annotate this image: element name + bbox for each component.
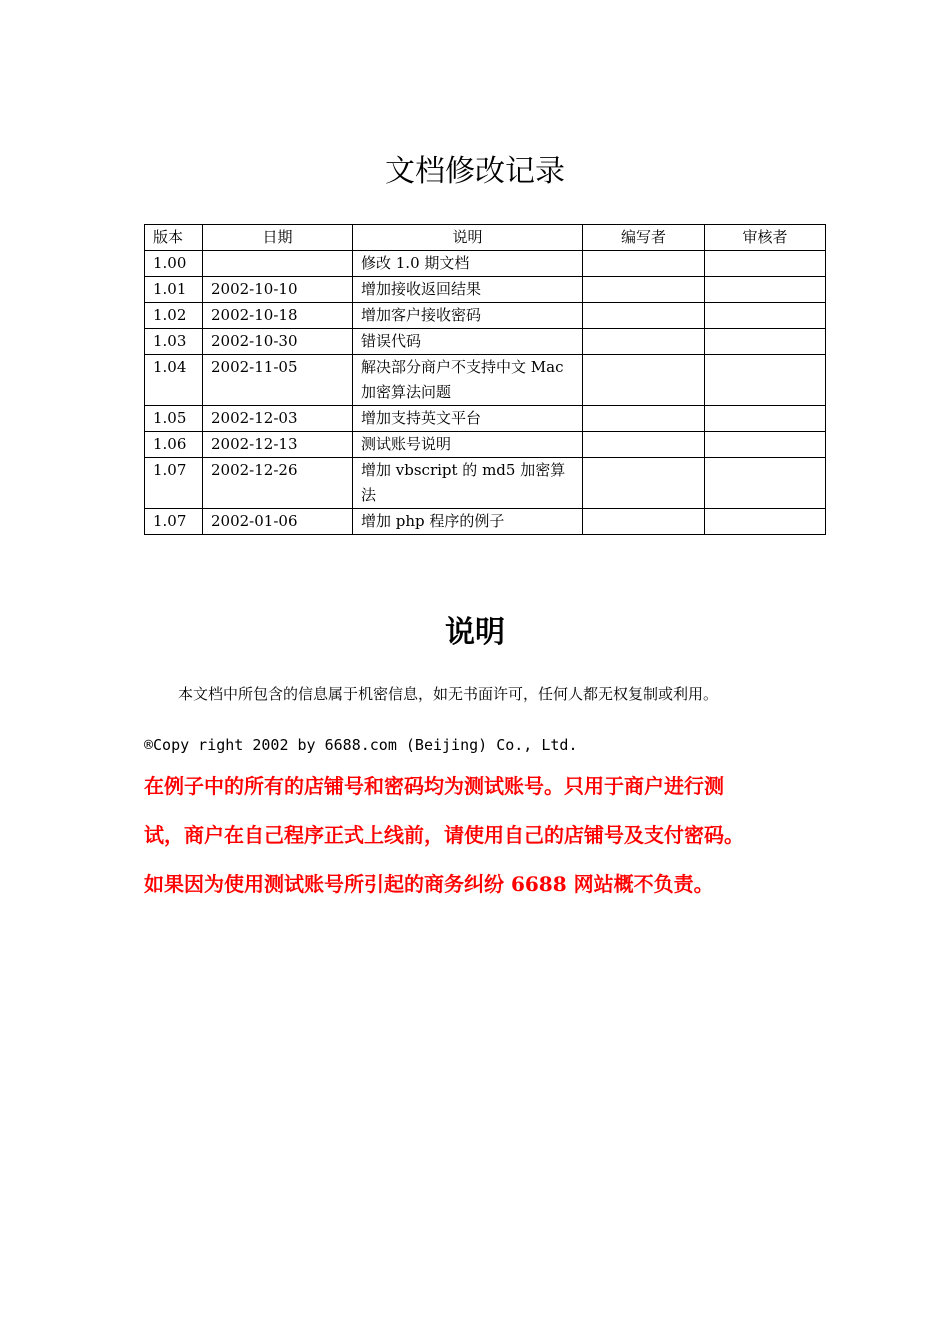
cell-reviewer	[705, 355, 826, 406]
table-row	[145, 303, 826, 329]
table-row	[145, 355, 826, 406]
header-date: 日期	[203, 225, 353, 251]
cell-author	[583, 355, 705, 406]
table-row	[145, 458, 826, 509]
table-header-row	[145, 225, 826, 251]
cell-reviewer	[705, 251, 826, 277]
table-row	[145, 509, 826, 535]
warning-line: 如果因为使用测试账号所引起的商务纠纷 6688 网站概不负责。	[144, 872, 714, 896]
cell-date: 2002-10-10	[203, 277, 353, 303]
cell-author	[583, 277, 705, 303]
cell-author	[583, 329, 705, 355]
table-row	[145, 432, 826, 458]
section-title: 说明	[445, 614, 505, 650]
cell-reviewer	[705, 458, 826, 509]
cell-version: 1.00	[145, 251, 203, 277]
header-version: 版本	[145, 225, 203, 251]
header-author: 编写者	[583, 225, 705, 251]
cell-reviewer	[705, 406, 826, 432]
cell-date: 2002-01-06	[203, 509, 353, 535]
cell-author	[583, 458, 705, 509]
revision-table	[144, 224, 826, 535]
table-row	[145, 277, 826, 303]
table-row	[145, 251, 826, 277]
cell-version: 1.06	[145, 432, 203, 458]
document-title: 文档修改记录	[385, 154, 565, 190]
cell-description: 增加接收返回结果	[353, 277, 583, 303]
cell-description: 增加 php 程序的例子	[353, 509, 583, 535]
cell-version: 1.05	[145, 406, 203, 432]
cell-reviewer	[705, 509, 826, 535]
cell-description: 修改 1.0 期文档	[353, 251, 583, 277]
cell-author	[583, 432, 705, 458]
test-account-warning	[144, 762, 824, 909]
cell-date: 2002-12-13	[203, 432, 353, 458]
cell-date: 2002-11-05	[203, 355, 353, 406]
cell-date	[203, 251, 353, 277]
cell-date: 2002-10-30	[203, 329, 353, 355]
cell-description: 增加 vbscript 的 md5 加密算法	[353, 458, 583, 509]
cell-author	[583, 303, 705, 329]
cell-version: 1.02	[145, 303, 203, 329]
cell-description: 测试账号说明	[353, 432, 583, 458]
header-description: 说明	[353, 225, 583, 251]
cell-description: 错误代码	[353, 329, 583, 355]
cell-description: 增加支持英文平台	[353, 406, 583, 432]
cell-description: 解决部分商户不支持中文 Mac 加密算法问题	[353, 355, 583, 406]
cell-reviewer	[705, 303, 826, 329]
cell-date: 2002-10-18	[203, 303, 353, 329]
cell-author	[583, 509, 705, 535]
cell-version: 1.04	[145, 355, 203, 406]
cell-date: 2002-12-26	[203, 458, 353, 509]
table-row	[145, 406, 826, 432]
cell-reviewer	[705, 329, 826, 355]
cell-date: 2002-12-03	[203, 406, 353, 432]
cell-version: 1.01	[145, 277, 203, 303]
warning-line: 试，商户在自己程序正式上线前，请使用自己的店铺号及支付密码。	[144, 823, 744, 847]
cell-author	[583, 406, 705, 432]
warning-line: 在例子中的所有的店铺号和密码均为测试账号。只用于商户进行测	[144, 774, 724, 798]
cell-author	[583, 251, 705, 277]
confidentiality-notice: 本文档中所包含的信息属于机密信息，如无书面许可，任何人都无权复制或利用。	[178, 685, 719, 703]
cell-description: 增加客户接收密码	[353, 303, 583, 329]
cell-reviewer	[705, 277, 826, 303]
cell-reviewer	[705, 432, 826, 458]
cell-version: 1.07	[145, 509, 203, 535]
table-row	[145, 329, 826, 355]
cell-version: 1.03	[145, 329, 203, 355]
cell-version: 1.07	[145, 458, 203, 509]
copyright-line: ®Copy right 2002 by 6688.com (Beijing) Co., Ltd.	[144, 736, 578, 754]
header-reviewer: 审核者	[705, 225, 826, 251]
